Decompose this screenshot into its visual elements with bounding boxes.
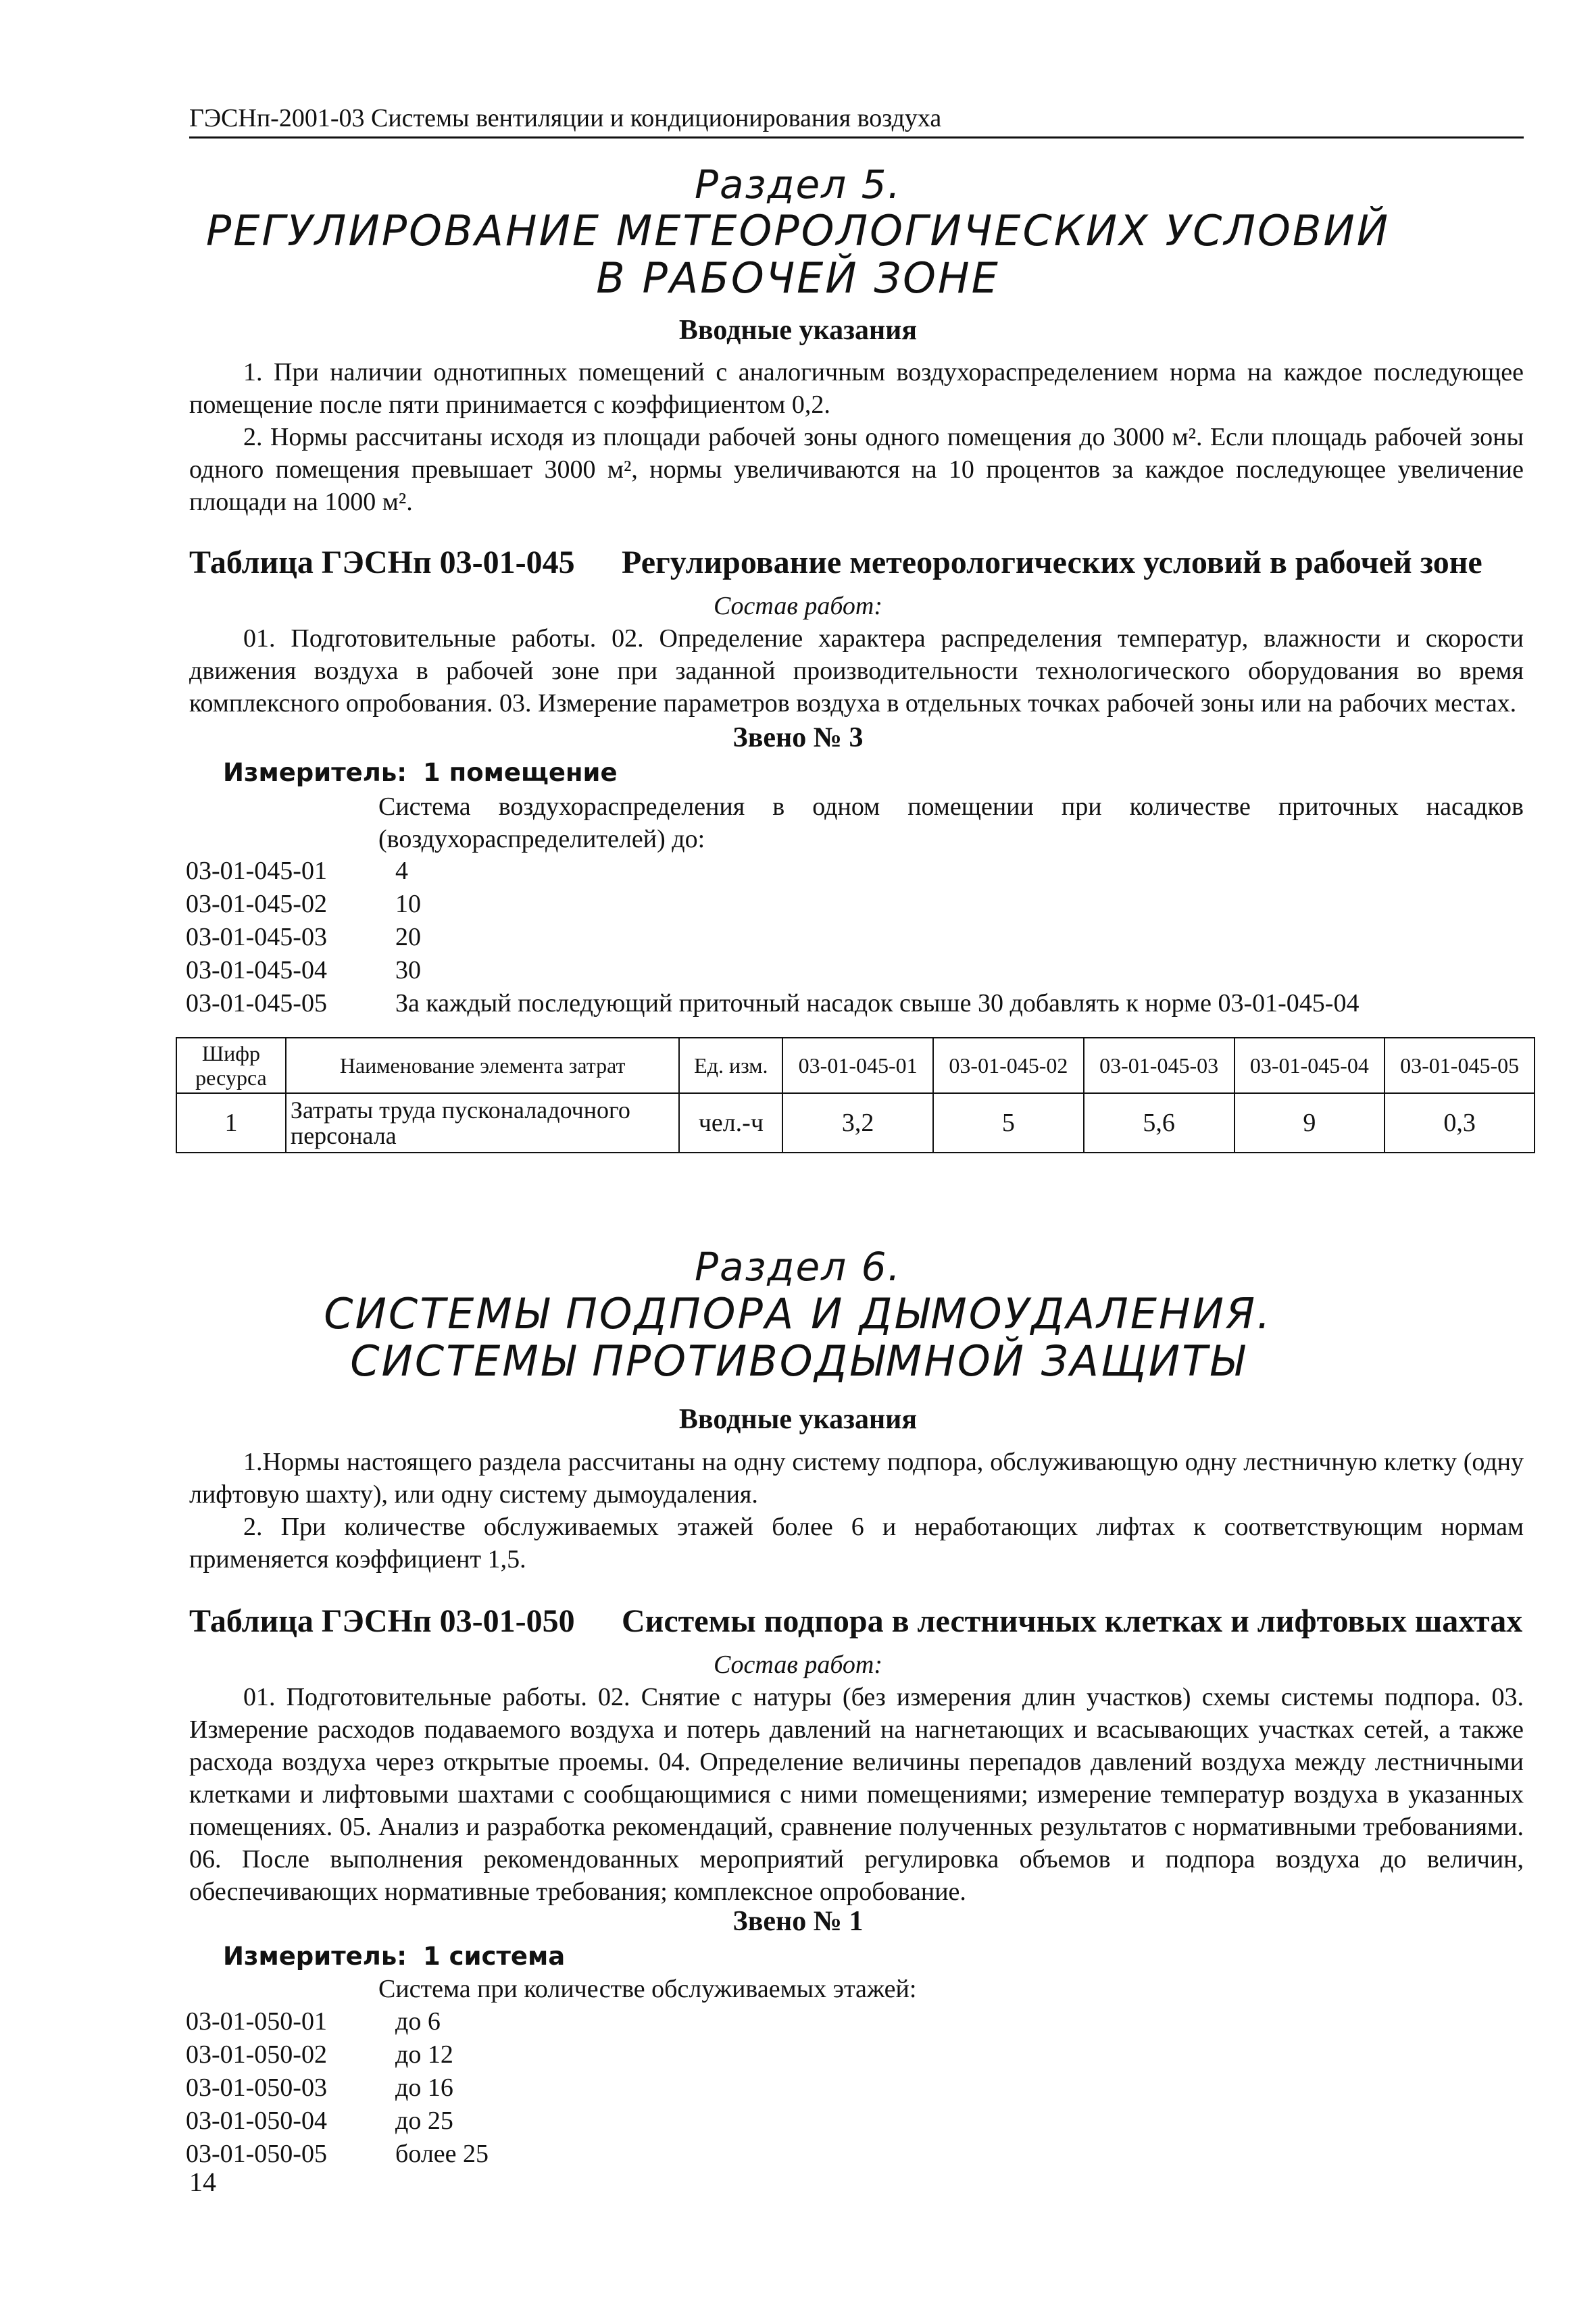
table-045-composition [189,622,1524,720]
section-6-intro-p1: 1.Нормы настоящего раздела рассчитаны на одну систему подпора, обслуживающую одну лестничную клетку (одну лифтовую шахту), или одну систему дымоудаления. [189,1448,1524,1509]
cell-unit: чел.-ч [679,1093,782,1153]
norm-code: 03-01-050-05 [186,2140,327,2168]
section-5-intro [189,356,1524,518]
meter-label: Измеритель: [223,1942,407,1971]
section-5-title-line1: РЕГУЛИРОВАНИЕ МЕТЕОРОЛОГИЧЕСКИХ УСЛОВИЙ [205,206,1391,255]
norm-value: 10 [395,890,421,918]
header-norm-code: 03-01-045-05 [1385,1038,1535,1093]
table-045-heading [189,543,1541,583]
page-number: 14 [189,2167,216,2197]
header-unit: Ед. изм. [679,1038,782,1093]
code-row [186,855,1530,888]
norm-code: 03-01-045-04 [186,956,327,984]
code-row [186,888,1530,921]
table-045-description: Система воздухораспределения в одном помещении при количестве приточных насадков (воздухораспределителей) до: [378,793,1524,853]
norm-code: 03-01-050-04 [186,2107,327,2135]
code-row [186,954,1530,987]
table-050-heading [189,1601,1541,1642]
norm-value: более 25 [395,2140,489,2168]
cell-element-name: Затраты труда пусконаладочного персонала [286,1093,679,1153]
header-norm-code: 03-01-045-04 [1235,1038,1385,1093]
table-050-meter [223,1940,565,1973]
cell-value: 5 [933,1093,1084,1153]
table-045-title: Регулирование метеорологических условий в рабочей зоне [622,545,1482,580]
header-element-name: Наименование элемента затрат [286,1038,679,1093]
section-5-title-line2: В РАБОЧЕЙ ЗОНЕ [596,253,1000,303]
table-045-code-list [186,855,1530,1020]
table-row [176,1093,1535,1153]
table-045-composition-label: Состав работ: [713,592,883,620]
table-050-description: Система при количестве обслуживаемых этажей: [378,1975,917,2003]
code-row [186,987,1530,1020]
section-5-label: Раздел 5. [695,161,901,207]
cell-value: 0,3 [1385,1093,1535,1153]
resource-table-header [176,1038,1535,1093]
table-045-composition-text: 01. Подготовительные работы. 02. Определение характера распределения температур, влажности и скорости движения воздуха в рабочей зоне при заданной производительности технологического оборудования во время комплексного опробования. 03. Измерение параметров воздуха в отдельных точках рабочей зоны или на рабочих местах. [189,624,1524,718]
header-norm-code: 03-01-045-03 [1084,1038,1235,1093]
table-050-title: Системы подпора в лестничных клетках и лифтовых шахтах [622,1603,1523,1639]
norm-code: 03-01-050-03 [186,2073,327,2102]
cell-value: 9 [1235,1093,1385,1153]
cell-value: 5,6 [1084,1093,1235,1153]
code-row [186,2038,1530,2071]
section-6-title-line2: СИСТЕМЫ ПРОТИВОДЫМНОЙ ЗАЩИТЫ [350,1336,1246,1386]
norm-value: до 6 [395,2007,441,2036]
section-6-intro [189,1446,1524,1576]
norm-code: 03-01-045-03 [186,923,327,951]
header-resource-code: Шифр ресурса [176,1038,286,1093]
running-header: ГЭСНп-2001-03 Системы вентиляции и кондиционирования воздуха [189,101,1524,139]
norm-value: 4 [395,857,408,885]
table-050-crew: Звено № 1 [732,1906,864,1937]
table-050-composition-text: 01. Подготовительные работы. 02. Снятие с натуры (без измерения длин участков) схемы системы подпора. 03. Измерение расходов подаваемого воздуха и потерь давлений на нагнетающих и всасывающих участках сетей, а также расхода воздуха через открытые проемы. 04. Определение величины перепадов давлений воздуха между лестничными клетками и лифтовыми шахтами с сообщающимися с ними помещениями; измерение температур воздуха в указанных помещениях. 05. Анализ и разработка рекомендаций, сравнение полученных результатов с нормативными требованиями. 06. После выполнения рекомендованных мероприятий регулировка объемов и подпора воздуха до величин, обеспечивающих нормативные требования; комплексное опробование. [189,1683,1524,1906]
header-norm-code: 03-01-045-02 [933,1038,1084,1093]
meter-label: Измеритель: [223,758,407,787]
table-050-code-list [186,2005,1530,2171]
table-045-crew: Звено № 3 [732,722,864,753]
norm-value: 30 [395,956,421,984]
section-6-intro-heading: Вводные указания [678,1404,918,1435]
norm-code: 03-01-045-02 [186,890,327,918]
table-045-code: Таблица ГЭСНп 03-01-045 [189,545,575,580]
section-6-title-line1: СИСТЕМЫ ПОДПОРА И ДЫМОУДАЛЕНИЯ. [324,1289,1272,1338]
cell-resource-code: 1 [176,1093,286,1153]
code-row [186,2105,1530,2138]
norm-code: 03-01-045-05 [186,989,327,1017]
norm-value: до 25 [395,2107,453,2135]
table-045-meter [223,757,618,789]
resource-table [176,1037,1535,1153]
table-050-composition-label: Состав работ: [713,1651,883,1679]
meter-value: 1 система [423,1942,566,1971]
code-row [186,2138,1530,2171]
section-5-intro-p2: 2. Нормы рассчитаны исходя из площади рабочей зоны одного помещения до 3000 м². Если площадь рабочей зоны одного помещения превышает 3000 м², нормы увеличиваются на 10 процентов за каждое последующее увеличение площади на 1000 м². [189,423,1524,516]
table-050-code: Таблица ГЭСНп 03-01-050 [189,1603,575,1639]
header-norm-code: 03-01-045-01 [782,1038,933,1093]
cell-value: 3,2 [782,1093,933,1153]
norm-value: до 12 [395,2040,453,2069]
norm-code: 03-01-045-01 [186,857,327,885]
code-row [186,2071,1530,2105]
code-row [186,921,1530,954]
meter-value: 1 помещение [423,758,618,787]
section-5-intro-heading: Вводные указания [678,315,918,346]
norm-value: 20 [395,923,421,951]
norm-value: За каждый последующий приточный насадок свыше 30 добавлять к норме 03-01-045-04 [395,989,1360,1017]
norm-value: до 16 [395,2073,453,2102]
section-5-intro-p1: 1. При наличии однотипных помещений с аналогичным воздухораспределением норма на каждое последующее помещение после пяти принимается с коэффициентом 0,2. [189,358,1524,419]
section-6-label: Раздел 6. [695,1244,901,1290]
section-6-intro-p2: 2. При количестве обслуживаемых этажей более 6 и неработающих лифтах к соответствующим нормам применяется коэффициент 1,5. [189,1513,1524,1574]
norm-code: 03-01-050-01 [186,2007,327,2036]
table-050-composition [189,1681,1524,1908]
norm-code: 03-01-050-02 [186,2040,327,2069]
code-row [186,2005,1530,2038]
